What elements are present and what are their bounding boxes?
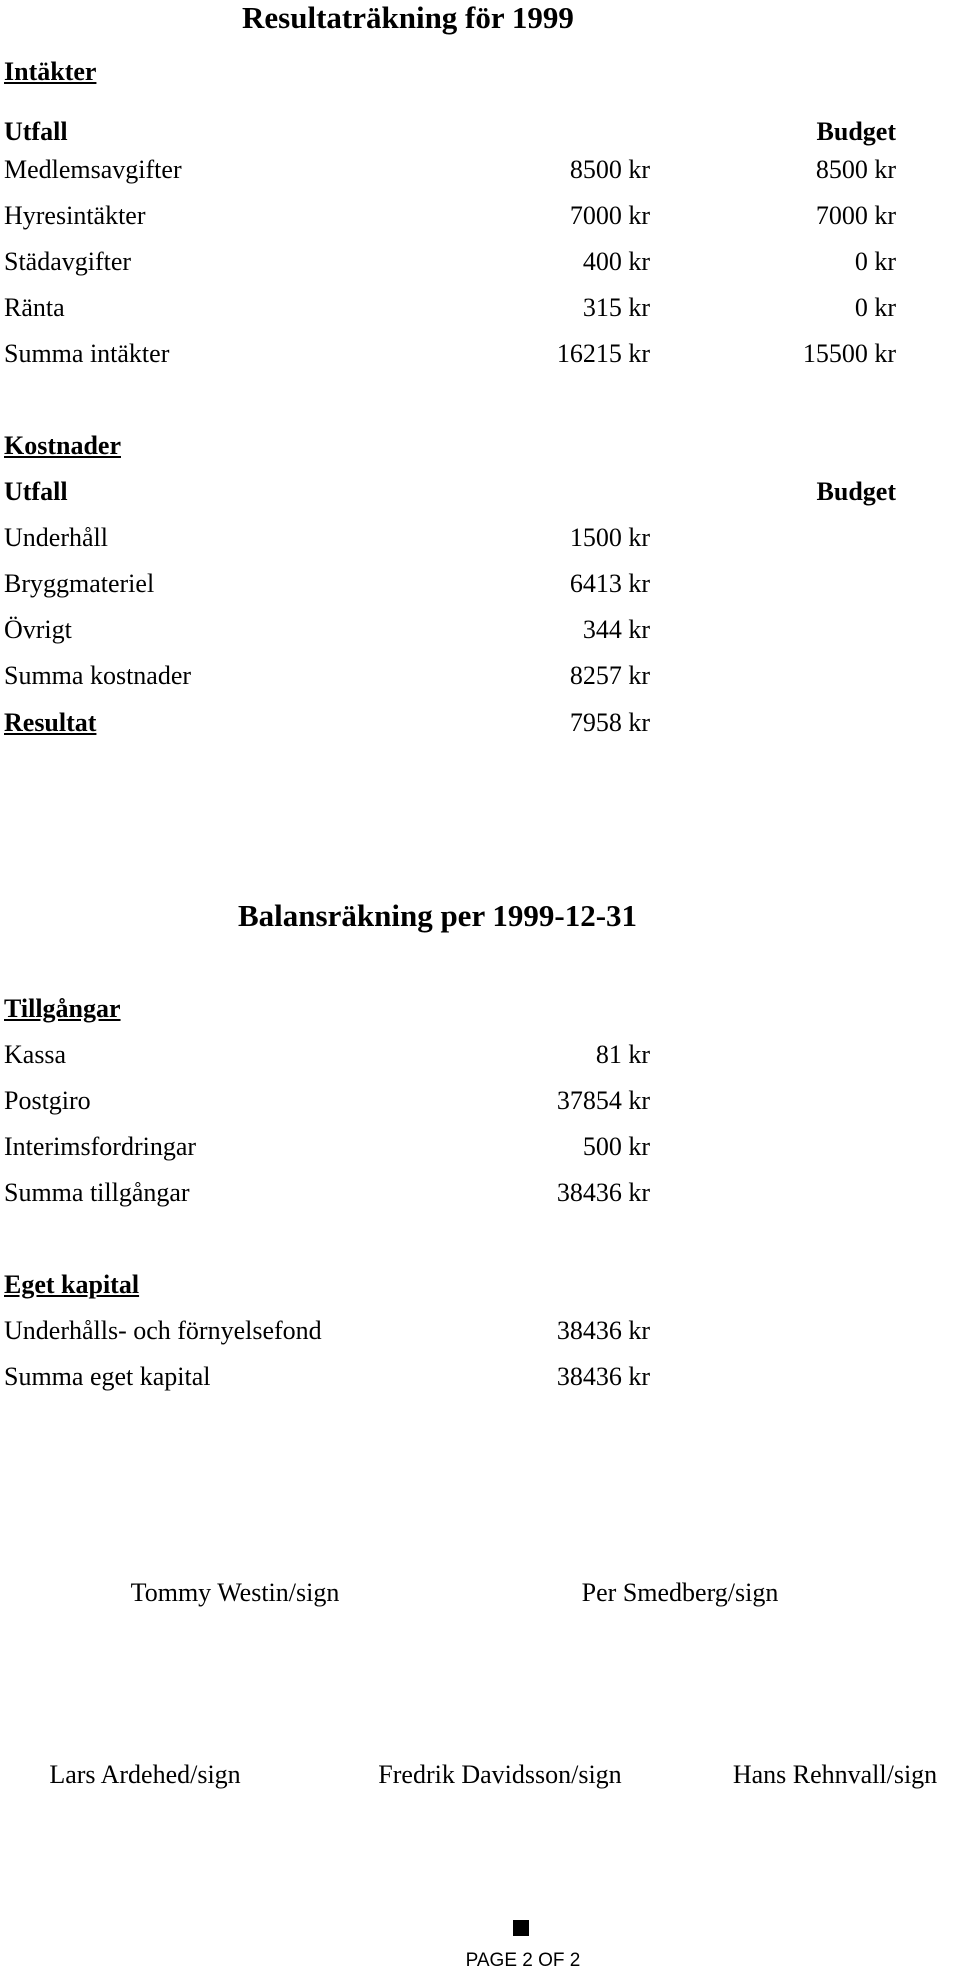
costs-total-label: Summa kostnader [4,661,192,690]
costs-row-label: Bryggmateriel [4,569,155,598]
costs-row-actual: 6413 kr [569,569,650,598]
equity-row-label: Underhålls- och förnyelsefond [4,1316,322,1345]
equity-row-value: 38436 kr [556,1316,650,1345]
income-row-actual: 8500 kr [569,155,650,184]
income-row-budget: 8500 kr [815,155,896,184]
assets-row-label: Kassa [4,1040,67,1069]
assets-row-value: 81 kr [595,1040,650,1069]
assets-total-value: 38436 kr [556,1178,650,1207]
assets-row-label: Interimsfordringar [4,1132,197,1161]
signature: Per Smedberg/sign [581,1578,779,1607]
result-label: Resultat [4,708,97,737]
income-row-label: Hyresintäkter [4,201,146,230]
income-row-label: Städavgifter [4,247,132,276]
result-actual: 7958 kr [569,708,650,737]
costs-row-label: Underhåll [4,523,108,552]
signature: Fredrik Davidsson/sign [378,1760,622,1789]
page-number: PAGE 2 OF 2 [465,1950,581,1971]
income-statement-title: Resultaträkning för 1999 [242,0,574,35]
signature: Tommy Westin/sign [130,1578,340,1607]
costs-row-label: Övrigt [4,615,72,644]
costs-row-actual: 1500 kr [569,523,650,552]
costs-col-budget: Budget [816,477,896,506]
income-heading: Intäkter [4,57,97,86]
income-row-actual: 7000 kr [569,201,650,230]
signature: Hans Rehnvall/sign [732,1760,938,1789]
costs-total-actual: 8257 kr [569,661,650,690]
costs-col-actual: Utfall [4,477,68,506]
income-total-actual: 16215 kr [556,339,650,368]
income-row-label: Medlemsavgifter [4,155,182,184]
income-row-budget: 7000 kr [815,201,896,230]
costs-row-actual: 344 kr [582,615,650,644]
signature: Lars Ardehed/sign [49,1760,241,1789]
assets-total-label: Summa tillgångar [4,1178,190,1207]
assets-heading: Tillgångar [4,994,121,1023]
assets-row-value: 37854 kr [556,1086,650,1115]
income-total-label: Summa intäkter [4,339,170,368]
income-total-budget: 15500 kr [802,339,896,368]
equity-heading: Eget kapital [4,1270,140,1299]
income-row-budget: 0 kr [854,293,896,322]
black-square-icon [513,1920,529,1936]
costs-heading: Kostnader [4,431,121,460]
equity-total-label: Summa eget kapital [4,1362,211,1391]
income-col-actual: Utfall [4,117,68,146]
equity-total-value: 38436 kr [556,1362,650,1391]
income-row-label: Ränta [4,293,65,322]
assets-row-label: Postgiro [4,1086,91,1115]
income-row-actual: 400 kr [582,247,650,276]
income-row-budget: 0 kr [854,247,896,276]
balance-sheet-title: Balansräkning per 1999-12-31 [238,898,638,933]
assets-row-value: 500 kr [582,1132,650,1161]
income-col-budget: Budget [816,117,896,146]
income-row-actual: 315 kr [582,293,650,322]
